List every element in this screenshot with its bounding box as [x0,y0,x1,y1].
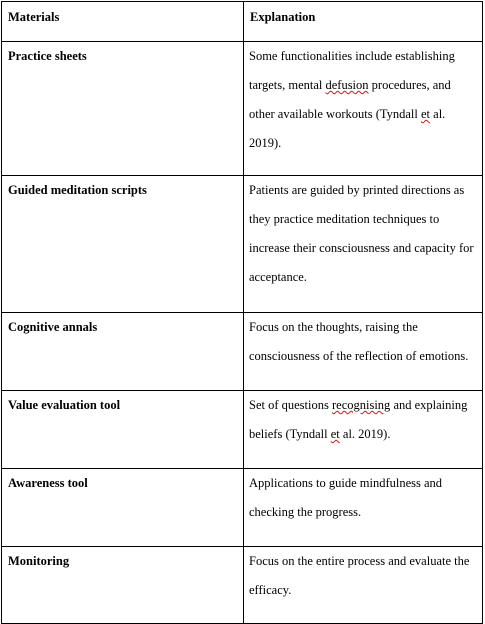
explanation-cell: Applications to guide mindfulness and checking the progress. [244,469,483,547]
explanation-text: Set of questions recognising and explaining beliefs (Tyndall et al. 2019). [249,398,468,441]
explanation-cell [244,391,483,469]
material-cell: Practice sheets [2,42,244,176]
explanation-cell: Focus on the entire process and evaluate the efficacy. [244,547,483,624]
header-explanation: Explanation [244,2,483,42]
table-row [2,469,483,547]
materials-table [1,1,483,624]
explanation-cell [244,42,483,176]
table-header-row [2,2,483,42]
table-row [2,176,483,313]
table-row [2,547,483,624]
material-cell: Awareness tool [2,469,244,547]
spellcheck-flag: et [421,107,431,121]
explanation-text: Some functionalities include establishing targets, mental defusion procedures, and other available workouts (Tyndall et al. 2019). [249,49,455,150]
material-cell: Monitoring [2,547,244,624]
spellcheck-flag: recognising [331,398,391,412]
table-row [2,313,483,391]
material-cell: Cognitive annals [2,313,244,391]
table-row [2,391,483,469]
material-cell: Guided meditation scripts [2,176,244,313]
table-row [2,42,483,176]
spellcheck-flag: et [330,427,340,441]
explanation-cell: Focus on the thoughts, raising the consciousness of the reflection of emotions. [244,313,483,391]
header-materials: Materials [2,2,244,42]
explanation-cell: Patients are guided by printed directions as they practice meditation techniques to increase their consciousness and capacity for acceptance. [244,176,483,313]
material-cell: Value evaluation tool [2,391,244,469]
spellcheck-flag: defusion [325,78,369,92]
